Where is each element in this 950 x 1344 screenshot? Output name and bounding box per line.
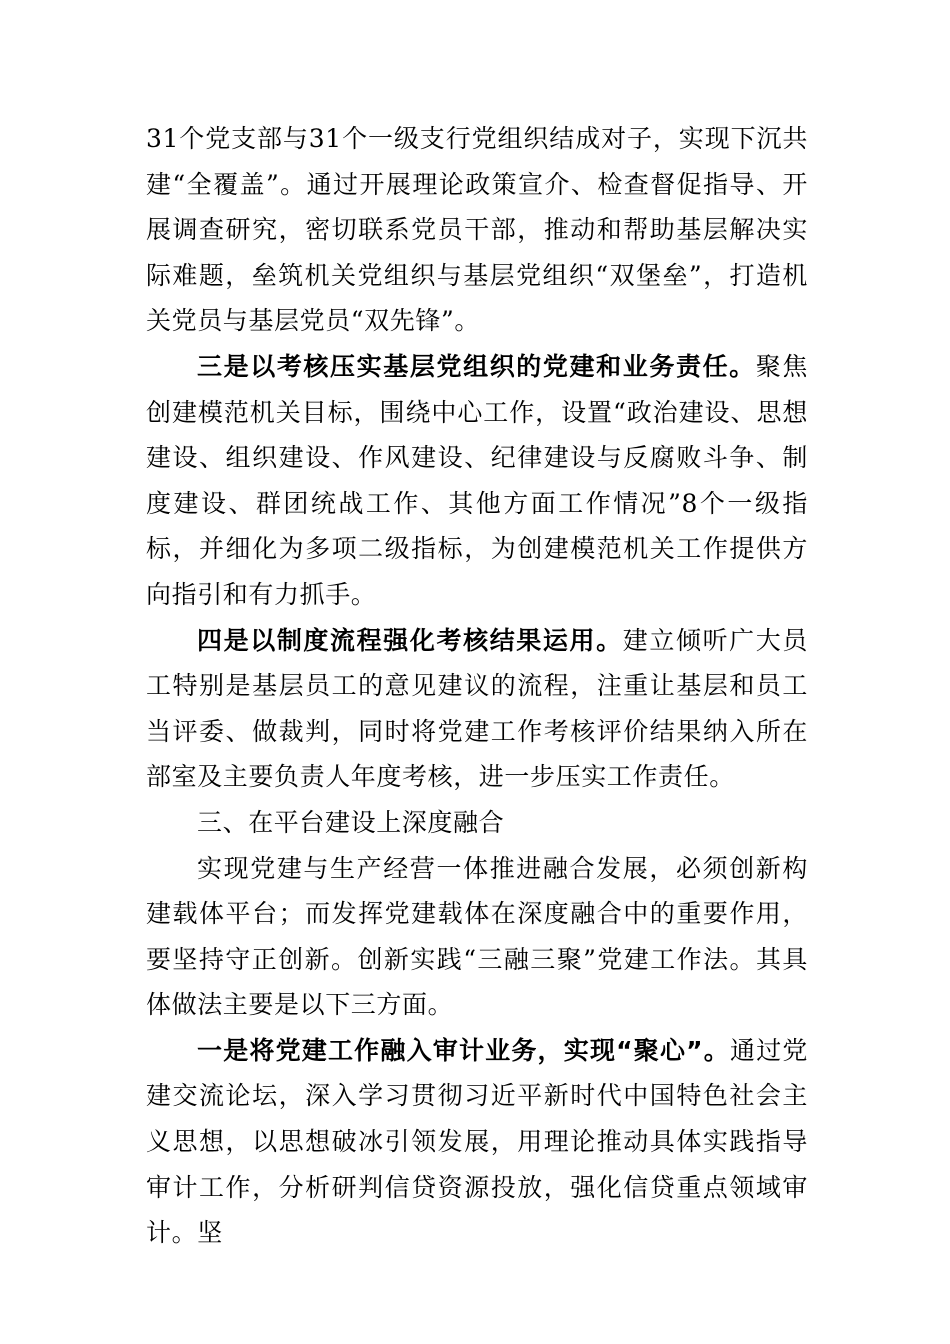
section-heading-text: 三、在平台建设上深度融合 [197,807,505,837]
paragraph-text: 通过党建交流论坛，深入学习贯彻习近平新时代中国特色社会主义思想，以思想破冰引领发展，用理论推动具体实践指导审计工作，分析研判信贷资源投放，强化信贷重点领域审计。坚 [146,1035,808,1248]
paragraph-audit-integration [146,1028,808,1256]
paragraph-platform-intro [146,846,808,1028]
paragraph-text: 实现党建与生产经营一体推进融合发展，必须创新构建载体平台；而发挥党建载体在深度融合中的重要作用，要坚持守正创新。创新实践“三融三聚”党建工作法。其具体做法主要是以下三方面。 [146,853,808,1020]
paragraph-lead-heading: 四是以制度流程强化考核结果运用。 [197,625,623,655]
paragraph-assessment-responsibility [146,344,808,618]
section-heading-platform [146,800,808,846]
paragraph-lead-heading: 三是以考核压实基层党组织的党建和业务责任。 [197,351,756,381]
paragraph-assessment-results [146,618,808,800]
paragraph-lead-heading: 一是将党建工作融入审计业务，实现“聚心”。 [197,1035,730,1065]
paragraph-text: 建立倾听广大员工特别是基层员工的意见建议的流程，注重让基层和员工当评委、做裁判，同时将党建工作考核评价结果纳入所在部室及主要负责人年度考核，进一步压实工作责任。 [146,625,809,792]
document-body [146,116,808,1256]
paragraph-text: 31个党支部与31个一级支行党组织结成对子，实现下沉共建“全覆盖”。通过开展理论政策宣介、检查督促指导、开展调查研究，密切联系党员干部，推动和帮助基层解决实际难题，垒筑机关党组织与基层党组织“双堡垒”，打造机关党员与基层党员“双先锋”。 [146,124,808,336]
paragraph-text: 聚焦创建模范机关目标，围绕中心工作，设置“政治建设、思想建设、组织建设、作风建设、纪律建设与反腐败斗争、制度建设、群团统战工作、其他方面工作情况”8个一级指标，并细化为多项二级指标，为创建模范机关工作提供方向指引和有力抓手。 [146,351,808,609]
paragraph-pairing-branches [146,116,808,344]
